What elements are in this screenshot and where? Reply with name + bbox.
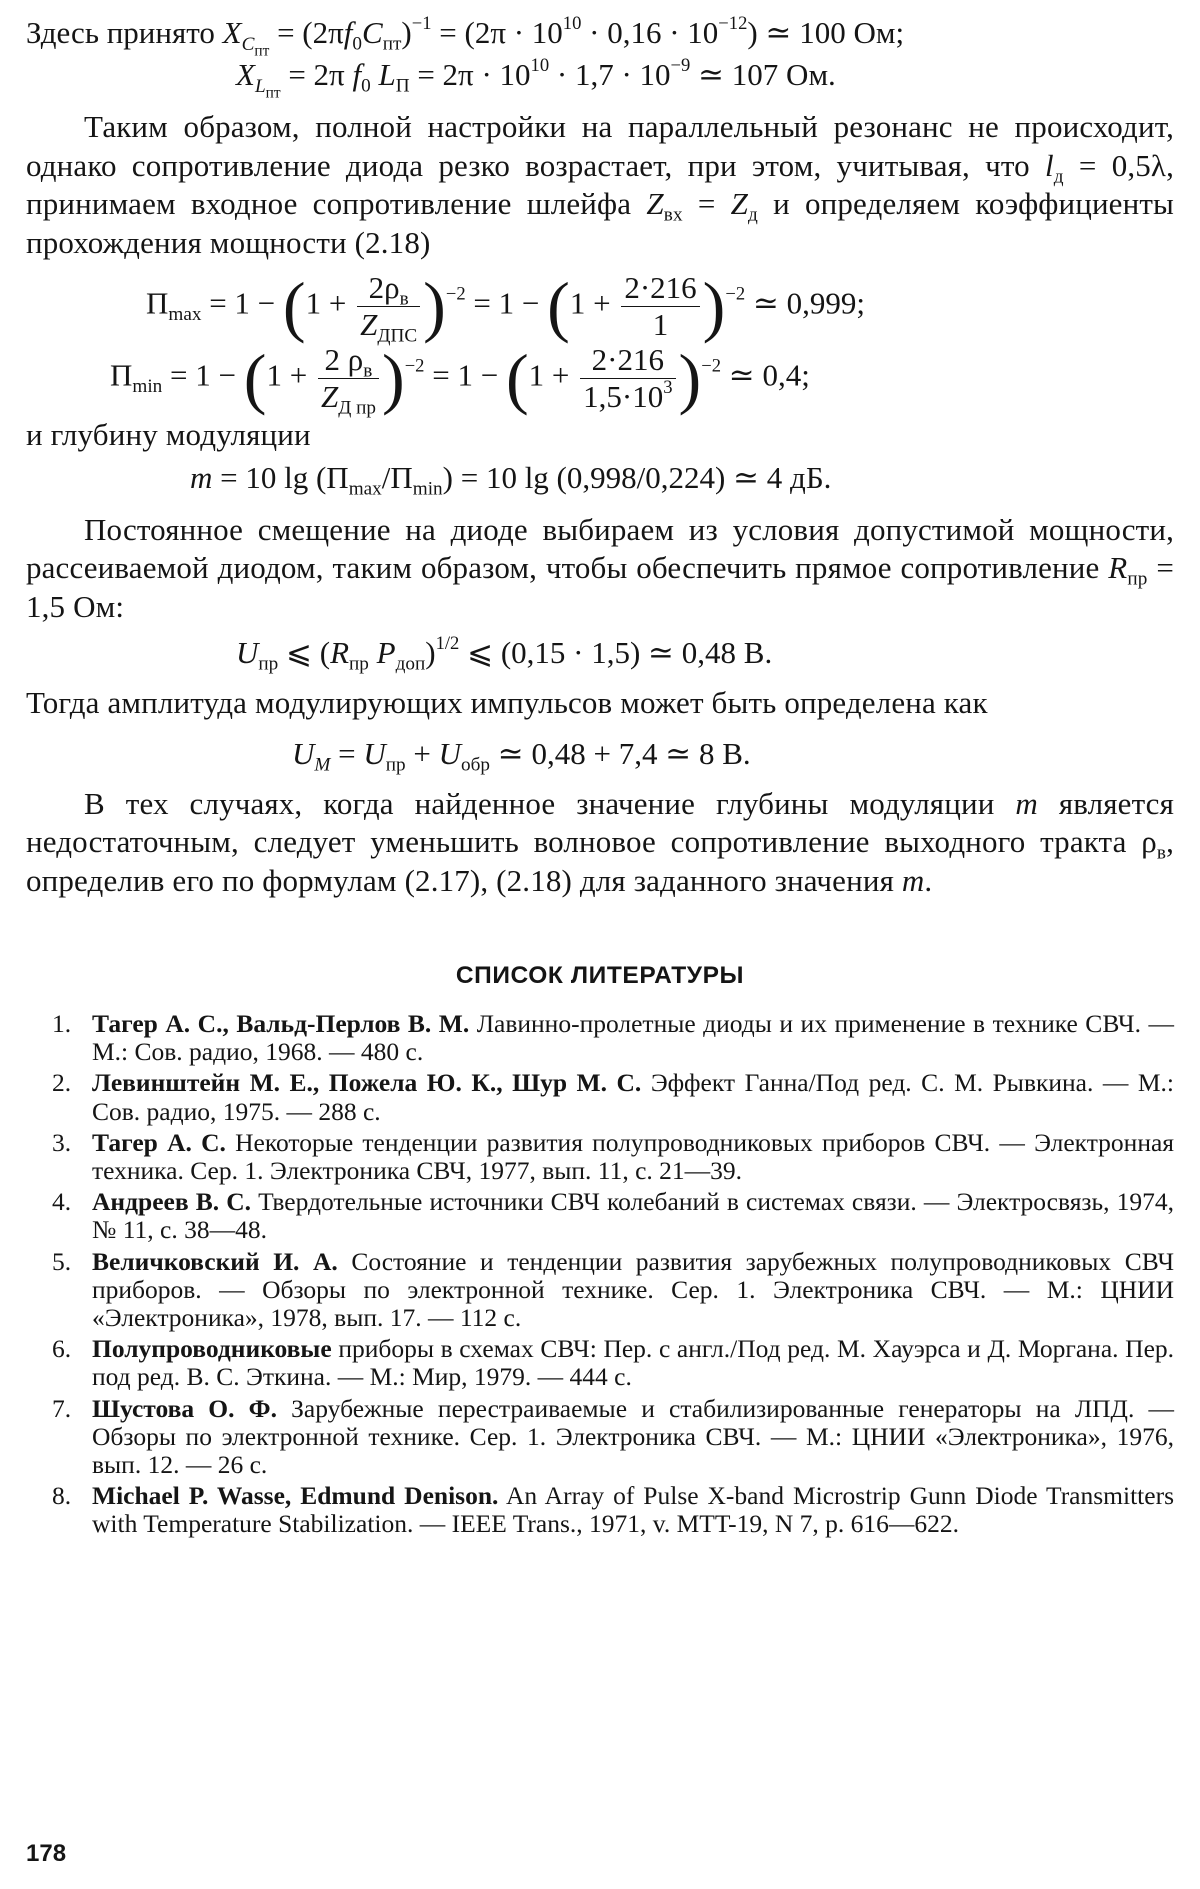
paragraph-conclusion: В тех случаях, когда найденное значение глубины модуляции m является недостаточным, следует уменьшить волновое сопротивление выходного тракта $\rho_в$, определив его по формулам (2.17), (2.18) для заданного значения m. bbox=[26, 785, 1174, 898]
paragraph-resonance: Таким образом, полной настройки на параллельный резонанс не происходит, однако сопротивление диода резко возрастает, при этом, учитывая, что $l_д = 0,5\lambda$, принимаем входное сопротивление шлейфа $Z_{вх} = Z_д$ и определяем коэффициенты прохождения мощности (2.18) bbox=[26, 109, 1175, 260]
equation-capacitance-reactance: Здесь принято $X_{C_{пт}} = (2\pi f_0C_{пт})^{-1} = (2\pi \cdot 10^{10} \cdot 0,16 \cdot 10^{-12})$ ≃ 100 Ом; bbox=[26, 13, 905, 60]
reference-item: 6. Полупроводниковые приборы в схемах СВЧ: Пер. с англ./Под ред. М. Хауэрса и Д. Моргана. Пер. под ред. В. С. Эткина. — М.: Мир, 1979. — 444 с. bbox=[52, 1334, 1175, 1392]
reference-item: 7. Шустова О. Ф. Зарубежные перестраиваемые и стабилизированные генераторы на ЛПД. — Обзоры по электронной технике. Сер. 1. Электроника СВЧ. — М.: ЦНИИ «Электроника», 1976, вып. 12. — 26 с. bbox=[52, 1393, 1175, 1480]
page-number: 178 bbox=[26, 1840, 67, 1867]
intro-text: Здесь принято bbox=[26, 15, 215, 50]
equation-pmax: $П_{max} = 1 - (1$ + $\frac{2\rho_в}{Z_{ДПС}}$ )$^{-2}$ = 1 − (1 + $\frac{2\cdot 216}{1}$ )$^{-2}$ ≃ 0,999; bbox=[146, 268, 866, 347]
paragraph-modulation-depth: и глубину модуляции bbox=[26, 417, 311, 452]
paragraph-amplitude: Тогда амплитуда модулирующих импульсов может быть определена как bbox=[26, 685, 988, 720]
equation-forward-voltage: $U_{пр}$ ⩽ ($R_{пр}$ $P_{доп})^{1/2}$ ⩽ (0,15 · 1,5) ≃ 0,48 В. bbox=[236, 633, 773, 675]
reference-item: 3. Тагер А. С. Некоторые тенденции развития полупроводниковых приборов СВЧ. — Электронная техника. Сер. 1. Электроника СВЧ, 1977, вып. 11, с. 21—39. bbox=[52, 1127, 1175, 1186]
equation-modulation-amplitude: $U_M = U_{пр} + U_{обр}$ ≃ 0,48 + 7,4 ≃ 8 В. bbox=[292, 735, 751, 776]
reference-item: 1. Тагер А. С., Вальд-Перлов В. М. Лавинно-пролетные диоды и их применение в технике СВЧ. — М.: Сов. радио, 1968. — 480 с. bbox=[52, 1009, 1175, 1067]
pmin-result: ≃ 0,4; bbox=[728, 357, 810, 393]
reference-item: 4. Андреев В. С. Твердотельные источники СВЧ колебаний в системах связи. — Электросвязь, 1974, № 11, с. 38—48. bbox=[52, 1187, 1174, 1245]
equation-modulation-depth: m = 10 $\lg (П_{max}/П_{min}) = 10$ lg (0,998/0,224) ≃ 4 дБ. bbox=[190, 459, 832, 500]
reference-item: 5. Величковский И. А. Состояние и тенденции развития зарубежных полупроводниковых СВЧ приборов. — Обзоры по электронной технике. Сер. 1. Электроника СВЧ. — М.: ЦНИИ «Электроника», 1978, вып. 17. — 112 с. bbox=[52, 1246, 1175, 1333]
references-heading: СПИСОК ЛИТЕРАТУРЫ bbox=[455, 962, 745, 989]
references-list bbox=[26, 1010, 1174, 1539]
equation-inductance-reactance: $X_{L_{пт}} = 2\pi$ $f_0$ $L_П = 2\pi \cdot 10^{10} \cdot 1,7 \cdot 10^{-9}$ ≃ 107 Ом. bbox=[236, 55, 836, 102]
book-page bbox=[26, 14, 1174, 1874]
equation-pmin: $П_{min} = 1 - (1$ + $\frac{2 \rho_в}{Z_{Д пр}}$ )$^{-2}$ = 1 − (1 + $\frac{2\cdot 216}{1,5\cdot 10^3}$ )$^{-2}$ ≃ 0,4; bbox=[110, 340, 810, 419]
reference-item: 8. Michael P. Wasse, Edmund Denison. An Array of Pulse X-band Microstrip Gunn Diode Transmitters with Temperature Stabilization. — IEEE Trans., 1971, v. MTT-19, N 7, p. 616—622. bbox=[52, 1481, 1174, 1539]
reference-item: 2. Левинштейн М. Е., Пожела Ю. К., Шур М. С. Эффект Ганна/Под ред. С. М. Рывкина. — М.: Сов. радио, 1975. — 288 с. bbox=[52, 1068, 1175, 1126]
pmax-result: ≃ 0,999; bbox=[752, 285, 866, 321]
paragraph-bias: Постоянное смещение на диоде выбираем из условия допустимой мощности, рассеиваемой диодом, таким образом, чтобы обеспечить прямое сопротивление $R_{пр} = 1,5$ Ом: bbox=[26, 511, 1174, 624]
